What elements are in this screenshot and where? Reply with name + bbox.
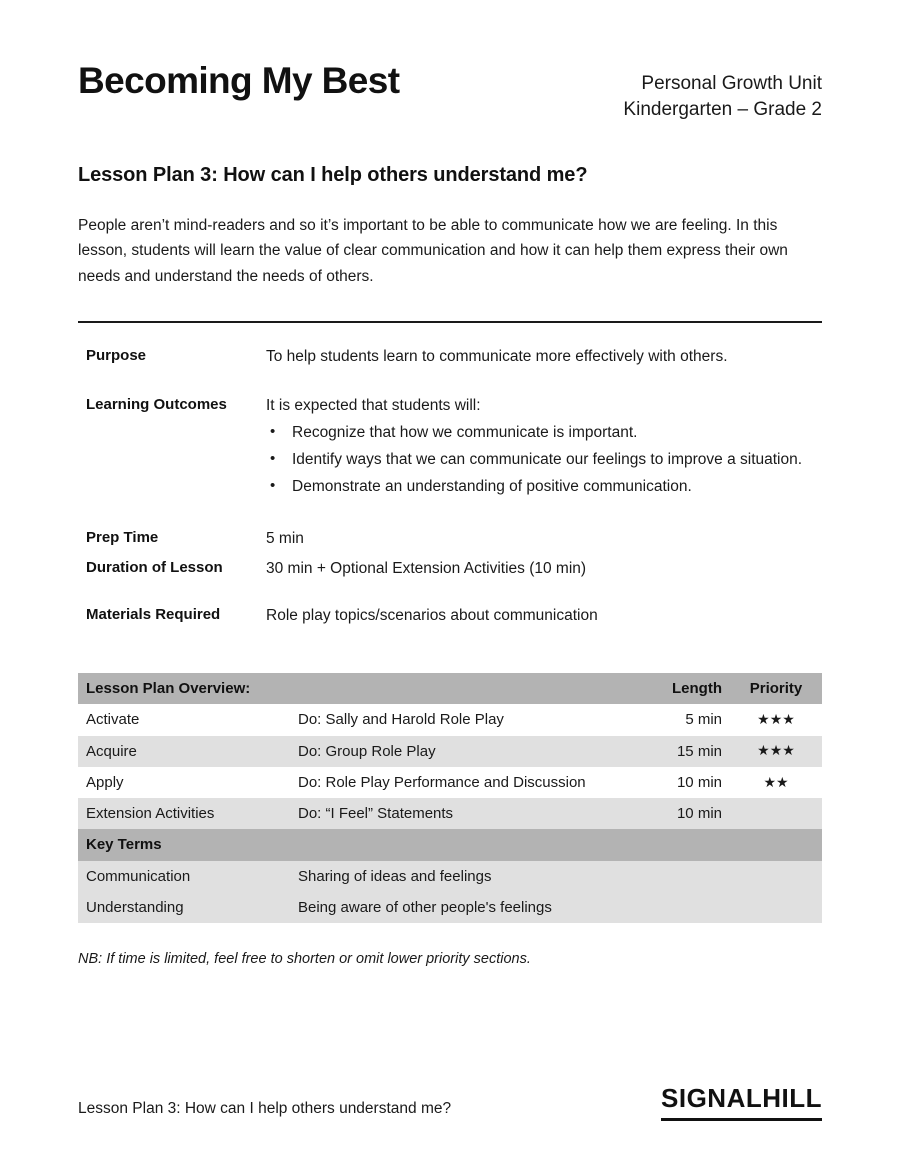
table-row (78, 798, 822, 829)
unit-grade-range: Kindergarten – Grade 2 (623, 98, 822, 120)
lesson-overview-table (78, 673, 822, 923)
row-description: Do: Role Play Performance and Discussion (298, 773, 586, 791)
detail-row-prep-time (78, 527, 822, 550)
purpose-value: To help students learn to communicate more effectively with others. (266, 347, 728, 365)
key-terms-blank (290, 829, 628, 860)
lesson-title: Lesson Plan 3: How can I help others understand me? (78, 164, 588, 187)
row-length (628, 892, 730, 923)
duration-label: Duration of Lesson (86, 558, 223, 576)
lesson-details (78, 345, 822, 628)
key-term-definition: Being aware of other people's feelings (290, 892, 628, 923)
document-header (78, 0, 822, 122)
row-description: Do: “I Feel” Statements (290, 798, 628, 829)
row-priority (730, 798, 822, 829)
learning-outcomes-list (266, 420, 822, 499)
overview-header-blank (290, 673, 628, 704)
row-priority (730, 892, 822, 923)
row-description: Do: Group Role Play (290, 736, 628, 767)
purpose-label: Purpose (86, 346, 147, 364)
learning-outcomes-intro: It is expected that students will: (266, 396, 481, 414)
logo-part-signal: SIGNAL (661, 1083, 763, 1113)
duration-value: 30 min + Optional Extension Activities (10 min) (266, 559, 587, 577)
table-row (78, 861, 822, 892)
row-task: Acquire (78, 736, 290, 767)
overview-header-title: Lesson Plan Overview: (78, 673, 290, 704)
row-task: Extension Activities (78, 798, 290, 829)
row-length: 10 min (628, 798, 730, 829)
prep-time-value: 5 min (266, 530, 304, 548)
table-row (78, 892, 822, 923)
lesson-intro: People aren’t mind-readers and so it’s important to be able to communicate how we are feeling. In this lesson, students will learn the value of clear communication and how it can help them express their own needs and understand the needs of others. (78, 217, 788, 285)
row-priority: ★★★ (730, 736, 822, 767)
logo-part-hill: HILL (762, 1083, 822, 1113)
row-length (628, 861, 730, 892)
detail-row-duration (78, 557, 822, 580)
key-terms-blank-priority (730, 829, 822, 860)
list-item: • Demonstrate an understanding of positive communication. (292, 474, 812, 499)
unit-info (623, 62, 822, 122)
spacer (78, 507, 822, 527)
overview-header-length: Length (628, 673, 730, 704)
row-length: 10 min (676, 773, 722, 791)
row-length: 5 min (685, 711, 722, 729)
row-description: Do: Sally and Harold Role Play (298, 711, 504, 729)
footer-lesson-title: Lesson Plan 3: How can I help others understand me? (78, 1100, 452, 1117)
key-term-definition: Sharing of ideas and feelings (290, 861, 628, 892)
overview-header-priority: Priority (730, 673, 822, 704)
materials-label: Materials Required (86, 605, 221, 623)
horizontal-divider (78, 321, 822, 323)
row-priority: ★★ (763, 773, 789, 790)
list-item: • Recognize that how we communicate is important. (292, 420, 812, 445)
table-row (78, 704, 822, 735)
list-item: • Identify ways that we can communicate our feelings to improve a situation. (292, 447, 812, 472)
detail-row-materials (78, 604, 822, 627)
table-row (78, 736, 822, 767)
spacer (78, 374, 822, 394)
table-section-header-key-terms (78, 829, 822, 860)
key-term: Communication (78, 861, 290, 892)
key-terms-blank-length (628, 829, 730, 860)
detail-row-learning-outcomes (78, 394, 822, 502)
row-priority (730, 861, 822, 892)
row-priority: ★★★ (757, 711, 795, 728)
spacer (78, 586, 822, 604)
table-header-row (78, 673, 822, 704)
detail-row-purpose (78, 345, 822, 368)
table-row (78, 767, 822, 798)
materials-value: Role play topics/scenarios about communication (266, 606, 598, 624)
unit-name: Personal Growth Unit (641, 73, 822, 94)
document-footer (78, 1083, 822, 1118)
note-text: NB: If time is limited, feel free to shorten or omit lower priority sections. (78, 951, 531, 968)
signalhill-logo (661, 1083, 822, 1118)
prep-time-label: Prep Time (86, 529, 159, 547)
row-length: 15 min (628, 736, 730, 767)
brand-title: Becoming My Best (78, 60, 400, 101)
learning-outcomes-label: Learning Outcomes (86, 395, 227, 413)
row-task: Activate (86, 711, 140, 729)
key-term: Understanding (78, 892, 290, 923)
key-terms-label: Key Terms (78, 829, 290, 860)
learning-outcomes-value (266, 394, 822, 502)
row-task: Apply (86, 773, 124, 791)
